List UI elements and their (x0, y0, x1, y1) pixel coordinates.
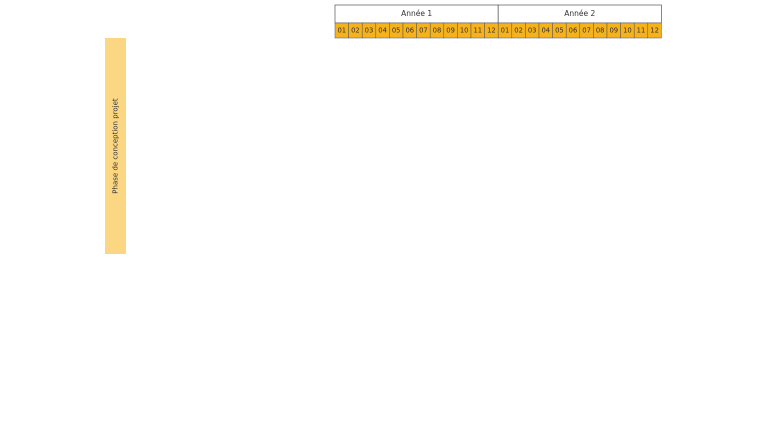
month-label: 08 (595, 26, 605, 35)
month-label: 09 (609, 26, 619, 35)
phase-label: Phase de conception projet (111, 98, 120, 194)
year-label: Année 1 (401, 9, 433, 18)
month-label: 02 (351, 26, 360, 35)
month-label: 06 (568, 26, 578, 35)
month-label: 12 (487, 26, 496, 35)
month-label: 09 (446, 26, 455, 35)
month-label: 08 (432, 26, 442, 35)
month-label: 04 (541, 26, 551, 35)
month-label: 02 (514, 26, 523, 35)
month-label: 11 (636, 26, 646, 35)
month-label: 03 (527, 26, 537, 35)
timeline-header (335, 5, 661, 38)
month-label: 06 (405, 26, 415, 35)
month-label: 04 (378, 26, 387, 35)
month-label: 01 (337, 26, 347, 35)
year-label: Année 2 (564, 9, 596, 18)
month-label: 07 (582, 26, 591, 35)
month-label: 11 (473, 26, 483, 35)
month-label: 07 (419, 26, 428, 35)
month-label: 10 (459, 26, 469, 35)
month-label: 05 (391, 26, 401, 35)
month-label: 01 (500, 26, 510, 35)
month-label: 05 (555, 26, 564, 35)
month-label: 12 (650, 26, 659, 35)
month-label: 03 (364, 26, 374, 35)
month-label: 10 (623, 26, 632, 35)
